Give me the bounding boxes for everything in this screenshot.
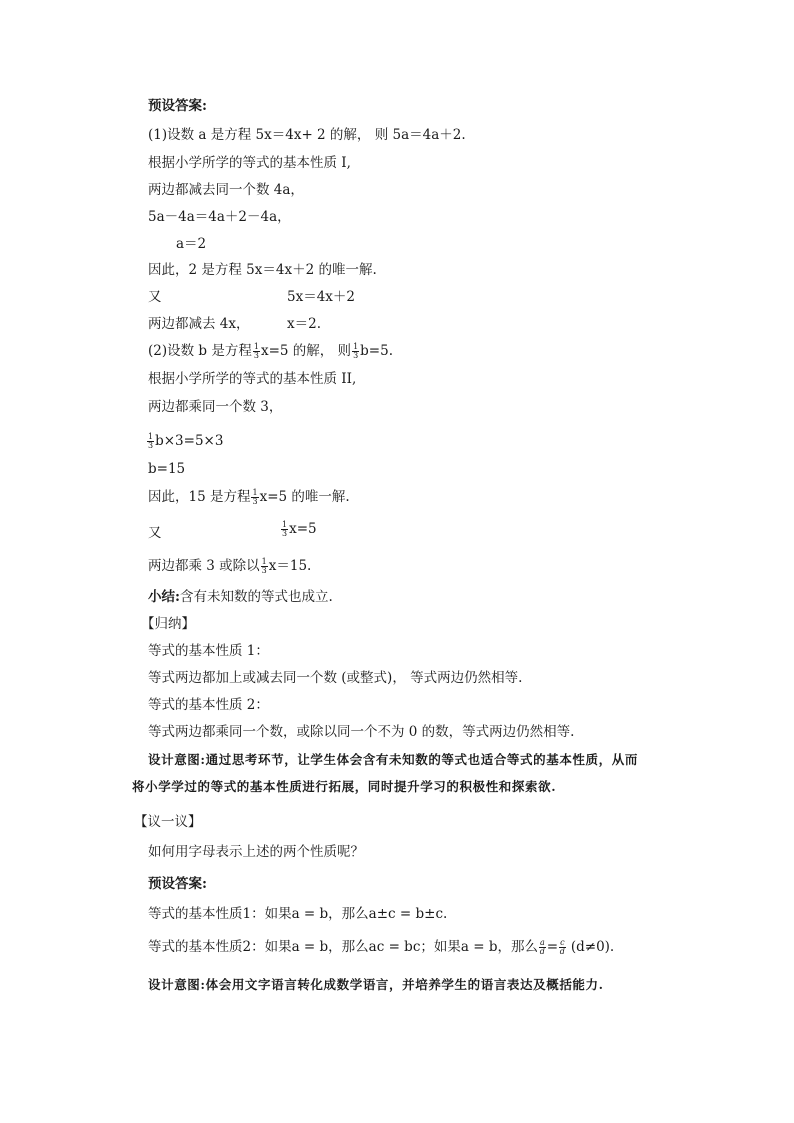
fraction-a-over-d — [539, 939, 546, 956]
induction-heading: 【归纳】 — [141, 616, 195, 632]
answer-heading: 预设答案: — [148, 98, 207, 114]
line14-part1: 因此，15 是方程 — [148, 489, 251, 505]
fraction-c-over-d — [559, 939, 565, 956]
frac-den: 3 — [282, 529, 288, 538]
discuss-heading: 【议一议】 — [134, 814, 202, 830]
frac-den: 3 — [253, 351, 259, 360]
summary-label: 小结: — [148, 589, 180, 605]
property-2-title: 等式的基本性质 2： — [148, 697, 269, 713]
frac-den: 3 — [261, 566, 267, 575]
design-intent-label: 设计意图: — [148, 977, 206, 992]
answer-line-15b — [280, 520, 317, 538]
answer-line-8b: x＝2. — [287, 316, 321, 332]
property-1-title: 等式的基本性质 1： — [148, 643, 269, 659]
letter-property-2 — [148, 938, 614, 956]
answer-line-10: 根据小学所学的等式的基本性质 II, — [148, 371, 357, 387]
answer-line-8a: 两边都减去 4x， — [148, 316, 250, 332]
line9-part1: (2)设数 b 是方程 — [148, 343, 252, 359]
answer-line-5: a＝2 — [176, 236, 207, 252]
fraction-one-third — [281, 521, 288, 538]
design-intent-text: 通过思考环节，让学生体会含有未知数的等式也适合等式的基本性质，从而 — [205, 752, 638, 767]
answer-line-2: 根据小学所学的等式的基本性质 I, — [148, 155, 351, 171]
frac-num: 1 — [261, 557, 267, 566]
answer-line-13: b=15 — [148, 461, 186, 477]
frac-den: d — [559, 947, 565, 956]
frac-num: 1 — [252, 488, 258, 497]
answer-line-16 — [148, 557, 311, 575]
answer-line-6: 因此，2 是方程 5x＝4x＋2 的唯一解. — [148, 262, 377, 278]
discuss-question: 如何用字母表示上述的两个性质呢？ — [148, 844, 364, 860]
answer-line-14 — [148, 488, 350, 506]
frac-num: 1 — [253, 342, 259, 351]
summary-text: 含有未知数的等式也成立. — [179, 589, 333, 605]
frac-den: 3 — [148, 441, 154, 450]
summary-line — [148, 588, 333, 606]
letter-property-1: 等式的基本性质1：如果a = b，那么a±c = b±c. — [148, 906, 448, 922]
answer-line-9 — [148, 342, 393, 360]
frac-num: a — [539, 938, 545, 947]
line15b-text: x=5 — [289, 521, 317, 537]
equals-sign: = — [546, 939, 559, 955]
design-intent-1-line-1 — [148, 751, 638, 769]
answer-line-3: 两边都减去同一个数 4a， — [148, 182, 304, 198]
answer-line-15a: 又 — [148, 525, 162, 541]
answer-line-4: 5a－4a＝4a＋2－4a， — [148, 209, 291, 225]
frac-den: 3 — [252, 497, 258, 506]
frac-num: 1 — [353, 342, 359, 351]
fraction-one-third — [352, 343, 359, 360]
letter-property-2-condition: (d≠0). — [570, 939, 615, 955]
line9-part2: x=5 的解， 则 — [260, 343, 352, 359]
answer-line-11: 两边都乘同一个数 3， — [148, 399, 283, 415]
line9-part3: b=5. — [360, 343, 393, 359]
line14-part2: x=5 的唯一解. — [259, 489, 350, 505]
fraction-one-third — [251, 489, 258, 506]
property-2-text: 等式两边都乘同一个数，或除以同一个不为 0 的数，等式两边仍然相等. — [148, 724, 575, 740]
property-1-text: 等式两边都加上或减去同一个数 (或整式)， 等式两边仍然相等. — [148, 670, 523, 686]
frac-den: 3 — [353, 351, 359, 360]
design-intent-2 — [148, 976, 604, 994]
line16-part2: x＝15. — [268, 558, 312, 574]
answer-line-1: (1)设数 a 是方程 5x＝4x+ 2 的解， 则 5a＝4a＋2. — [148, 127, 466, 143]
fraction-one-third — [253, 343, 260, 360]
frac-num: 1 — [148, 432, 154, 441]
line16-part1: 两边都乘 3 或除以 — [148, 558, 260, 574]
frac-den: d — [539, 947, 545, 956]
design-intent-1-line-2: 将小学学过的等式的基本性质进行拓展，同时提升学习的积极性和探索欲. — [132, 779, 557, 794]
design-intent-label: 设计意图: — [148, 752, 206, 767]
answer-line-7a: 又 — [148, 289, 162, 305]
discuss-answer-heading: 预设答案: — [148, 876, 207, 892]
answer-line-7b: 5x＝4x＋2 — [287, 289, 355, 305]
frac-num: 1 — [282, 520, 288, 529]
line12-text: b×3=5×3 — [155, 433, 224, 449]
fraction-one-third — [147, 433, 154, 450]
answer-line-12 — [146, 432, 223, 450]
frac-num: c — [560, 938, 565, 947]
design-intent-text: 体会用文字语言转化成数学语言，并培养学生的语言表达及概括能力. — [205, 977, 604, 992]
fraction-one-third — [261, 558, 268, 575]
letter-property-2-text: 等式的基本性质2：如果a = b，那么ac = bc；如果a = b，那么 — [148, 939, 538, 955]
